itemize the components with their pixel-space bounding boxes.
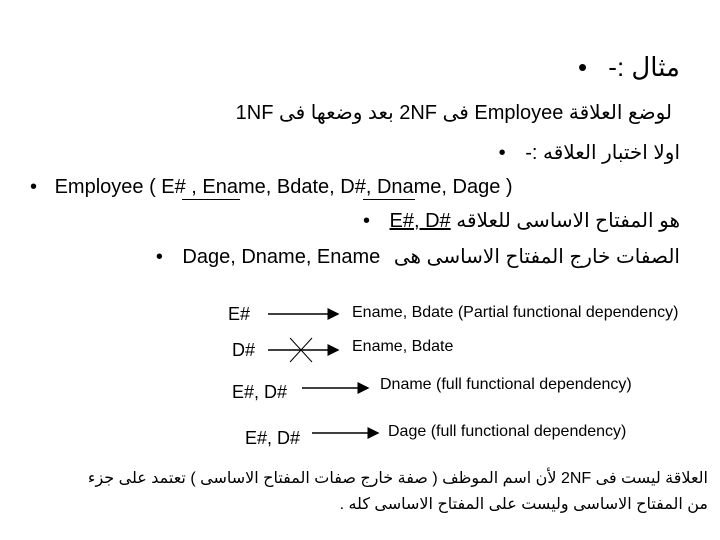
dep-right-4: Dage (full functional dependency) [388,423,627,440]
intro-text: لوضع العلاقة Employee فى 2NF بعد وضعها فى 1NF [235,102,672,124]
bullet-icon: • [577,52,588,82]
dep-left-4: E#, D# [245,428,301,448]
nonkey-attrs: Dage, Dname, Ename [182,246,381,268]
pk-keys: E#, D# [389,210,451,232]
dep-right-1: Ename, Bdate (Partial functional dependency) [352,304,679,321]
conclusion-text-2: من المفتاح الاساسى وليست على المفتاح الاساسى كله . [339,496,708,513]
dep-left-3: E#, D# [232,382,288,402]
relation-schema: Employee ( E# , Ename, Bdate, D#, Dname, Dage ) [54,176,513,198]
dep-right-3: Dname (full functional dependency) [380,376,632,393]
step1-text: اولا اختبار العلاقه :- [525,142,680,164]
bullet-icon: • [498,142,506,164]
nonkey-text: الصفات خارج المفتاح الاساسى هى [393,246,680,268]
pk-text: هو المفتاح الاساسى للعلاقه [456,210,680,232]
conclusion-line-1 [88,468,708,488]
conclusion-line-2 [340,494,708,514]
dep-left-1: E# [228,304,251,324]
conclusion-text-1: العلاقة ليست فى 2NF لأن اسم الموظف ( صفة خارج صفات المفتاح الاساسى ) تعتمد على جزء [87,470,708,487]
bullet-icon: • [30,176,38,198]
dep-left-2: D# [232,340,256,360]
title-text: مثال :- [608,52,680,82]
dep-right-2: Ename, Bdate [352,338,454,355]
bullet-icon: • [155,246,163,268]
bullet-icon: • [362,210,370,232]
